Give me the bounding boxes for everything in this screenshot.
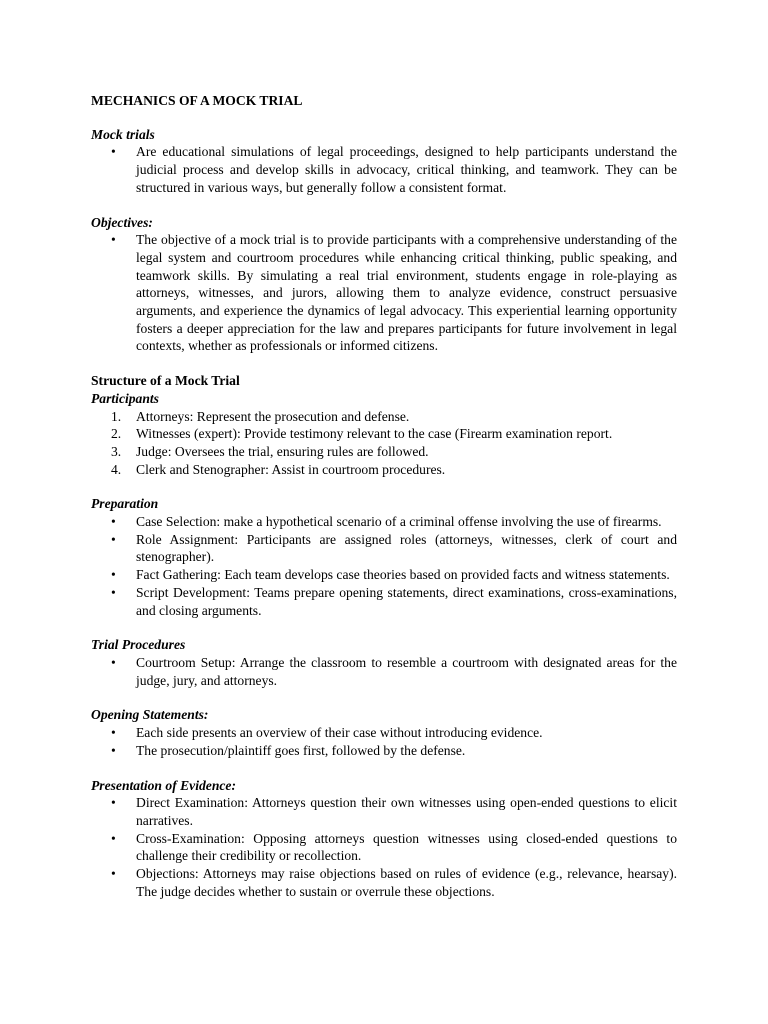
section-objectives — [91, 214, 677, 356]
section-opening-statements — [91, 706, 677, 759]
list-item-text: Clerk and Stenographer: Assist in courtroom procedures. — [136, 461, 446, 477]
bullet-icon: • — [111, 742, 116, 758]
mock-trials-list — [91, 143, 677, 196]
list-item — [91, 865, 677, 900]
list-item — [91, 443, 677, 461]
heading-opening-statements: Opening Statements: — [91, 707, 209, 723]
list-item — [91, 724, 677, 742]
list-item-text: Courtroom Setup: Arrange the classroom to resemble a courtroom with designated areas for the judge, jury, and attorneys. — [136, 654, 677, 688]
evidence-list — [91, 794, 677, 900]
bullet-icon: • — [111, 232, 116, 248]
list-item — [91, 654, 677, 689]
list-item — [91, 231, 677, 355]
bullet-icon: • — [111, 584, 116, 600]
list-item-text: Fact Gathering: Each team develops case theories based on provided facts and witness statements. — [136, 567, 670, 583]
heading-participants: Participants — [91, 390, 159, 406]
bullet-icon: • — [111, 514, 116, 530]
heading-structure: Structure of a Mock Trial — [91, 373, 240, 389]
section-preparation — [91, 495, 677, 619]
bullet-icon: • — [111, 725, 116, 741]
heading-mock-trials: Mock trials — [91, 126, 155, 142]
opening-statements-list — [91, 724, 677, 759]
list-number: 4. — [111, 461, 122, 477]
section-structure — [91, 372, 677, 478]
preparation-list — [91, 513, 677, 619]
list-number: 1. — [111, 408, 122, 424]
list-item — [91, 143, 677, 196]
heading-trial-procedures: Trial Procedures — [91, 637, 186, 653]
list-item-text: Objections: Attorneys may raise objections based on rules of evidence (e.g., relevance, hearsay). The judge decides whether to sustain or overrule these objections. — [136, 866, 677, 899]
list-item-text: Role Assignment: Participants are assigned roles (attorneys, witnesses, clerk of court and stenographer). — [136, 531, 677, 565]
list-number: 2. — [111, 426, 122, 442]
bullet-icon: • — [111, 144, 116, 160]
heading-objectives: Objectives: — [91, 214, 153, 230]
section-evidence — [91, 777, 677, 901]
list-item-text: Attorneys: Represent the prosecution and defense. — [136, 408, 410, 424]
list-item — [91, 794, 677, 829]
list-item-text: Script Development: Teams prepare opening statements, direct examinations, cross-examinations, and closing arguments. — [136, 584, 677, 618]
list-item — [91, 461, 677, 479]
heading-evidence: Presentation of Evidence: — [91, 777, 236, 793]
list-item-text: Witnesses (expert): Provide testimony relevant to the case (Firearm examination report. — [136, 426, 613, 442]
bullet-icon: • — [111, 567, 116, 583]
list-item-text: Are educational simulations of legal proceedings, designed to help participants understand the judicial process and develop skills in advocacy, critical thinking, and teamwork. They can be structured in various ways, but generally follow a consistent format. — [136, 144, 677, 195]
list-item — [91, 566, 677, 584]
list-item — [91, 584, 677, 619]
list-item-text: The prosecution/plaintiff goes first, followed by the defense. — [136, 742, 466, 758]
list-item — [91, 425, 677, 443]
list-item-text: Judge: Oversees the trial, ensuring rules are followed. — [136, 443, 429, 459]
list-item — [91, 830, 677, 865]
list-item-text: Each side presents an overview of their case without introducing evidence. — [136, 725, 543, 741]
participants-list — [91, 408, 677, 479]
bullet-icon: • — [111, 866, 116, 882]
bullet-icon: • — [111, 795, 116, 811]
section-mock-trials — [91, 126, 677, 197]
list-number: 3. — [111, 443, 122, 459]
bullet-icon: • — [111, 654, 116, 670]
document-page — [91, 92, 677, 917]
list-item — [91, 531, 677, 566]
list-item — [91, 742, 677, 760]
list-item-text: Cross-Examination: Opposing attorneys question witnesses using closed-ended questions to challenge their credibility or recollection. — [136, 830, 677, 864]
objectives-list — [91, 231, 677, 355]
list-item — [91, 513, 677, 531]
list-item-text: Direct Examination: Attorneys question their own witnesses using open-ended questions to elicit narratives. — [136, 795, 677, 828]
bullet-icon: • — [111, 830, 116, 846]
list-item-text: The objective of a mock trial is to provide participants with a comprehensive understanding of the legal system and courtroom procedures while enhancing critical thinking, public speaking, and teamwork skills. By simulating a real trial environment, students engage in role-playing as attorneys, witnesses, and jurors, allowing them to analyze evidence, construct persuasive arguments, and experience the dynamics of legal advocacy. This experiential learning opportunity fosters a deeper appreciation for the law and prepares participants for future involvement in legal contexts, whether as professionals or informed citizens. — [136, 232, 677, 354]
document-title: MECHANICS OF A MOCK TRIAL — [91, 93, 303, 108]
section-trial-procedures — [91, 636, 677, 689]
list-item-text: Case Selection: make a hypothetical scenario of a criminal offense involving the use of firearms. — [136, 514, 662, 530]
trial-procedures-list — [91, 654, 677, 689]
list-item — [91, 408, 677, 426]
heading-preparation: Preparation — [91, 496, 159, 512]
bullet-icon: • — [111, 531, 116, 547]
